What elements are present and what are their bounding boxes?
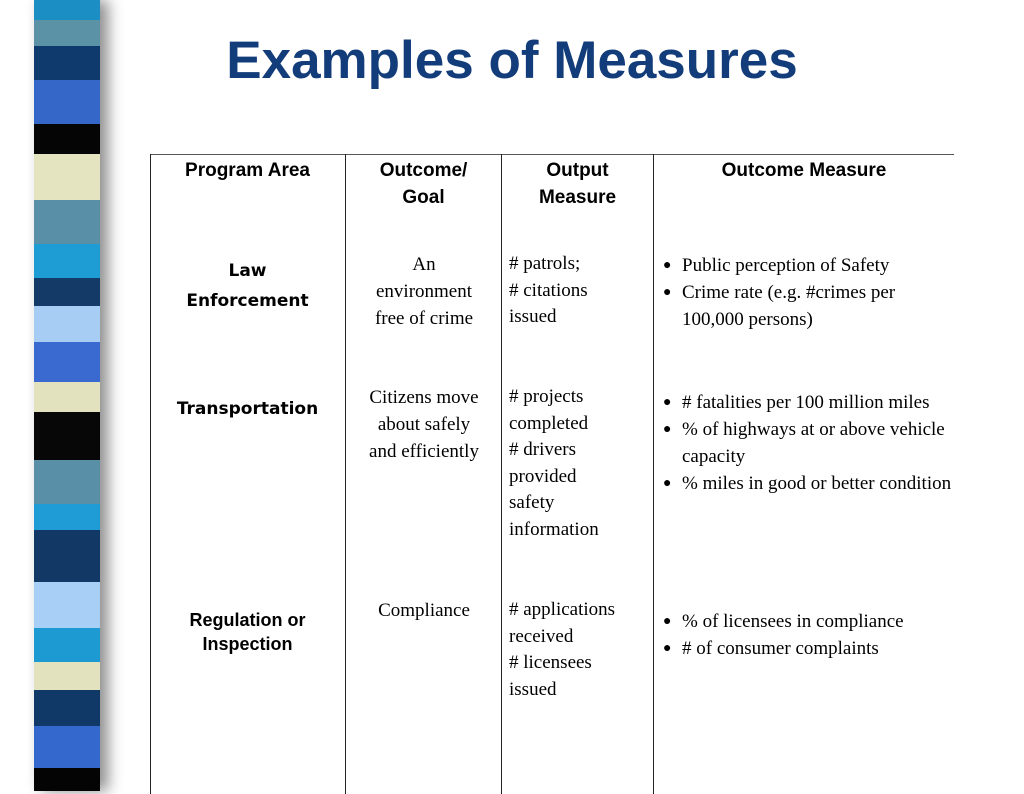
- row-3-output: # applications received # licensees issued: [509, 599, 616, 700]
- bullet-icon: ●: [663, 641, 672, 656]
- row-2-goal: Citizens move about safely and efficiently: [369, 387, 479, 462]
- measure-text: Public perception of Safety: [682, 255, 890, 276]
- list-item: [655, 252, 953, 279]
- header-program-area: Program Area: [185, 160, 310, 181]
- header-output-measure: Output Measure: [538, 160, 617, 208]
- row-1-goal: An environment free of crime: [374, 254, 474, 329]
- bullet-icon: ●: [663, 258, 672, 273]
- bullet-icon: ●: [663, 395, 672, 410]
- stripe-segment: [34, 0, 100, 20]
- row-3-program-area: Regulation or Inspection: [189, 610, 306, 654]
- stripe-segment: [34, 690, 100, 726]
- slide-title: Examples of Measures: [226, 31, 798, 90]
- list-item: [655, 635, 953, 662]
- stripe-segment: [34, 460, 100, 504]
- stripe-segment: [34, 200, 100, 244]
- row-1-program-area: Law Enforcement: [186, 261, 309, 311]
- row-3-measures: [655, 608, 953, 662]
- row-2-measures: [655, 389, 953, 497]
- list-item: [655, 416, 953, 470]
- stripe-segment: [34, 726, 100, 768]
- stripe-segment: [34, 504, 100, 530]
- list-item: [655, 389, 953, 416]
- decorative-stripe-bar: [34, 0, 100, 791]
- measure-text: % of highways at or above vehicle capacity: [682, 419, 945, 467]
- stripe-segment: [34, 244, 100, 278]
- stripe-segment: [34, 530, 100, 582]
- column-divider-2: [501, 154, 502, 794]
- stripe-segment: [34, 582, 100, 628]
- table-left-border: [150, 154, 151, 794]
- list-item: [655, 608, 953, 635]
- header-outcome-goal: Outcome/ Goal: [379, 160, 468, 208]
- bullet-icon: ●: [663, 422, 672, 437]
- stripe-segment: [34, 382, 100, 412]
- bullet-icon: ●: [663, 285, 672, 300]
- stripe-segment: [34, 306, 100, 342]
- stripe-segment: [34, 278, 100, 306]
- stripe-segment: [34, 768, 100, 791]
- row-1-measures: [655, 252, 953, 333]
- stripe-segment: [34, 628, 100, 662]
- list-item: [655, 279, 953, 333]
- row-1-output: # patrols; # citations issued: [509, 253, 588, 328]
- column-divider-1: [345, 154, 346, 794]
- bullet-icon: ●: [663, 614, 672, 629]
- row-3-goal: Compliance: [378, 600, 470, 621]
- measure-text: % miles in good or better condition: [682, 473, 952, 494]
- stripe-segment: [34, 412, 100, 460]
- measure-text: % of licensees in compliance: [682, 611, 904, 632]
- stripe-segment: [34, 124, 100, 154]
- measure-text: Crime rate (e.g. #crimes per 100,000 persons): [682, 282, 896, 330]
- stripe-segment: [34, 342, 100, 382]
- stripe-segment: [34, 154, 100, 200]
- list-item: [655, 470, 953, 497]
- measure-text: # fatalities per 100 million miles: [682, 392, 930, 413]
- row-2-program-area: Transportation: [176, 399, 319, 419]
- header-outcome-measure: Outcome Measure: [721, 160, 887, 181]
- row-2-output: # projects completed # drivers provided safety information: [509, 386, 599, 540]
- stripe-segment: [34, 662, 100, 690]
- bullet-icon: ●: [663, 476, 672, 491]
- measure-text: # of consumer complaints: [682, 638, 879, 659]
- outcome-measure-column: [653, 154, 953, 794]
